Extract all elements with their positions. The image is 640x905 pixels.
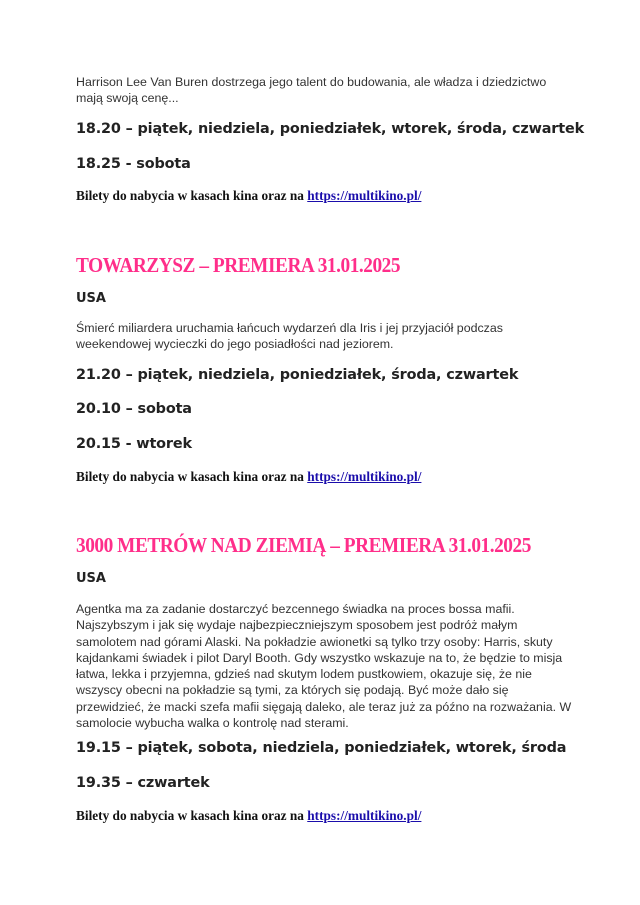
multikino-link[interactable]: https://multikino.pl/ [307, 188, 422, 203]
multikino-link[interactable]: https://multikino.pl/ [307, 469, 422, 484]
showtime-line: 20.15 - wtorek [76, 436, 192, 452]
movie-title: 3000 METRÓW NAD ZIEMIĄ – PREMIERA 31.01.2025 [76, 533, 531, 557]
showtime-line: 20.10 – sobota [76, 401, 192, 417]
movie-origin: USA [76, 571, 106, 586]
movie-description: Agentka ma za zadanie dostarczyć bezcennego świadka na proces bossa mafii. Najszybszym i jak się wydaje najbezpieczniejszym sposobem jest podróż małym samolotem nad górami Alaski. Na pokładzie awionetki są tylko trzy osoby: Harris, skuty kajdankami świadek i pilot Daryl Booth. Gdy wszystko wskazuje na to, że będzie to misja łatwa, lekka i przyjemna, gdzieś nad skutym lodem pustkowiem, okazuje się, że nie wszyscy obecni na pokładzie są tymi, za których się podają. Być może dało się przewidzieć, że macki szefa mafii sięgają daleko, ale teraz już za późno na rozważania. W samolocie wybucha walka o kontrolę nad sterami. [76, 602, 572, 731]
showtime-line: 19.35 – czwartek [76, 775, 210, 791]
ticket-text: Bilety do nabycia w kasach kina oraz na [76, 808, 308, 823]
showtime-line: 18.20 – piątek, niedziela, poniedziałek, wtorek, środa, czwartek [76, 121, 585, 137]
showtime-line: 19.15 – piątek, sobota, niedziela, poniedziałek, wtorek, środa [76, 740, 567, 756]
showtime-line: 18.25 - sobota [76, 156, 191, 172]
ticket-text: Bilety do nabycia w kasach kina oraz na [76, 188, 308, 203]
ticket-info [76, 469, 576, 485]
ticket-info [76, 808, 576, 824]
showtime-line: 21.20 – piątek, niedziela, poniedziałek, środa, czwartek [76, 367, 519, 383]
ticket-info [76, 188, 576, 204]
ticket-text: Bilety do nabycia w kasach kina oraz na [76, 469, 308, 484]
movie-origin: USA [76, 291, 106, 306]
movie-description: Śmierć miliardera uruchamia łańcuch wydarzeń dla Iris i jej przyjaciół podczas weekendowej wycieczki do jego posiadłości nad jeziorem. [76, 321, 503, 352]
multikino-link[interactable]: https://multikino.pl/ [307, 808, 422, 823]
intro-description: Harrison Lee Van Buren dostrzega jego talent do budowania, ale władza i dziedzictwo mają swoją cenę... [76, 75, 547, 106]
movie-title: TOWARZYSZ – PREMIERA 31.01.2025 [76, 253, 401, 277]
